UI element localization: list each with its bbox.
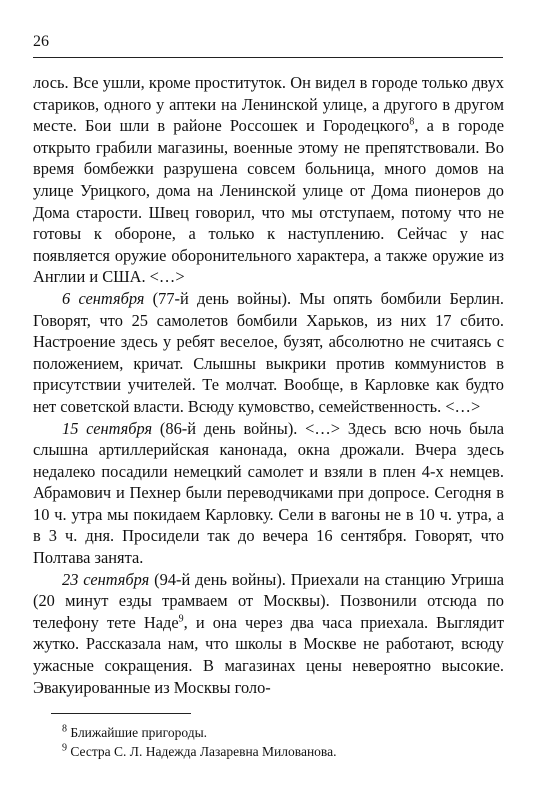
body-text [33, 72, 504, 698]
footnote-8 [62, 723, 502, 742]
paragraph-4 [33, 569, 504, 699]
footnote-9 [62, 742, 502, 761]
paragraph-text: , и она через два часа приехала. Выглядит жутко. Рассказала нам, что школы в Москве не работают, всюду ужасные сокращения. В магазинах цены невероятно высокие. Эвакуированные из Москвы голо- [33, 612, 504, 697]
entry-date: 15 сентября [62, 418, 153, 438]
paragraph-text: , а в городе открыто грабили магазины, военные этому не препятствовали. Во время бомбежки разрушена совсем больница, много домов на улице Урицкого, дома на Ленинской улице от Дома пионеров до Дома старости. Швец говорил, что мы отступаем, потому что не готовы к обороне, а только к наступлению. Сейчас у нас появляется оружие оборонительного характера, а также оружие из Англии и США. <…> [33, 116, 505, 287]
paragraph-text: (86-й день войны). <…> Здесь всю ночь была слышна артиллерийская канонада, окна дрожали. Вчера здесь недалеко посадили немецкий самолет и взяли в плен 4-х немцев. Абрамович и Пехнер были переводчиками при допросе. Сегодня в 10 ч. утра мы покидаем Карловку. Сели в вагоны не в 10 ч. утра, а в 3 ч. дня. Просидели так до вечера 16 сентября. Говорят, что Полтава занята. [33, 418, 504, 568]
page-number: 26 [33, 33, 49, 50]
footnote-text: Ближайшие пригороды. [67, 725, 208, 740]
entry-date: 23 сентября [62, 569, 150, 589]
footnote-ref-8: 8 [409, 116, 415, 128]
footnote-ref-9: 9 [178, 613, 184, 625]
paragraph-3 [33, 418, 504, 569]
paragraph-text: лось. Все ушли, кроме проституток. Он видел в городе только двух стариков, одного у аптеки на Ленинской улице, а другого в другом месте. Бои шли в районе Россошек и Городецкого [33, 73, 504, 136]
entry-date: 6 сентября [62, 288, 145, 308]
footnote-mark: 8 [62, 723, 67, 735]
paragraph-text: (77-й день войны). Мы опять бомбили Берлин. Говорят, что 25 самолетов бомбили Харьков, из них 17 сбито. Настроение здесь у ребят веселое, бузят, абсолютно не считаясь с положением, кричат. Слышны выкрики против коммунистов в присутствии учителей. Те молчат. Вообще, в Карловке как будто нет советской власти. Всюду кумовство, семейственность. <…> [33, 288, 504, 416]
footnote-mark: 9 [62, 742, 67, 754]
paragraph-1 [33, 72, 504, 288]
paragraph-text: (94-й день войны). Приехали на станцию Угриша (20 минут езды трамваем от Москвы). Позвонили отсюда по телефону тете Наде [33, 569, 504, 632]
footnotes [62, 723, 502, 761]
footnote-rule [51, 713, 191, 714]
header-rule [33, 57, 503, 58]
footnote-text: Сестра С. Л. Надежда Лазаревна Милованова. [67, 744, 337, 759]
paragraph-2 [33, 288, 504, 418]
